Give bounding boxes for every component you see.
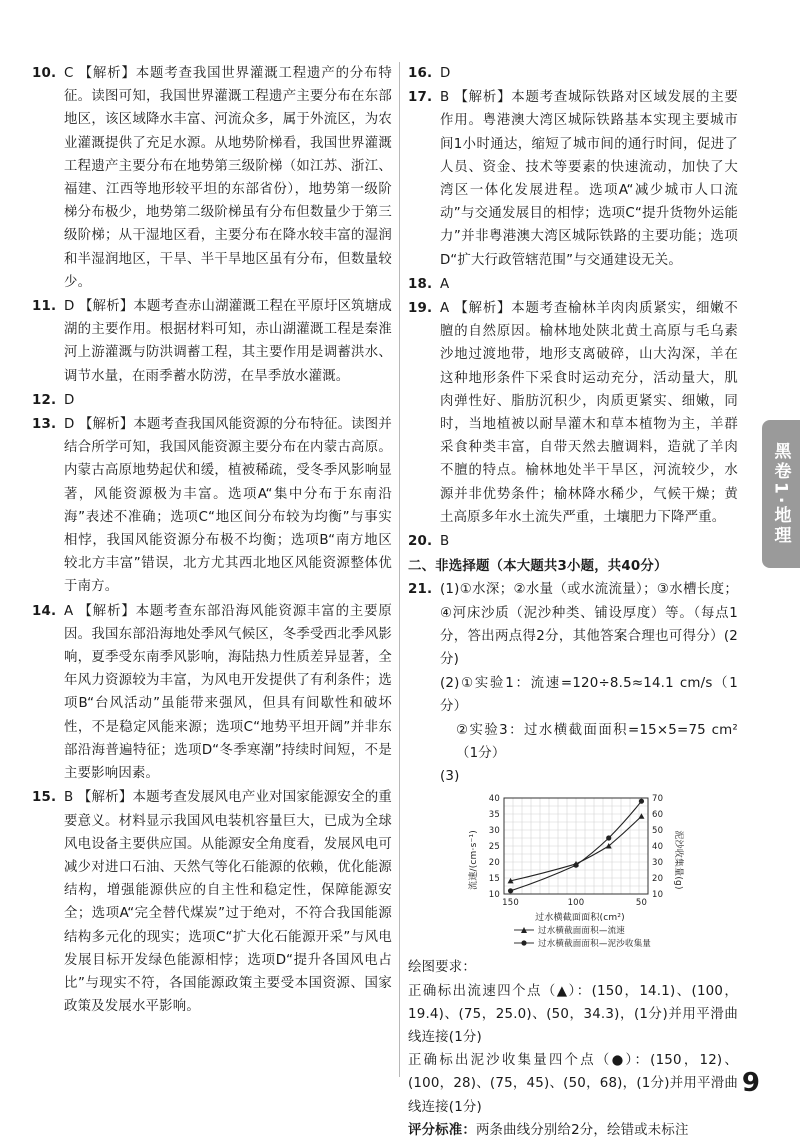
answer-item-17	[408, 86, 738, 272]
item-number: 19.	[408, 301, 433, 317]
chart-grid	[504, 798, 648, 894]
y-axis-label-left: 流速/(cm·s⁻¹)	[469, 830, 479, 891]
item-text: B 【解析】本题考查发展风电产业对国家能源安全的重要意义。材料显示我国风电装机容量巨大，已成为全球风电设备主要供应国。从能源安全角度看，发展风电可减少对进口石油、天然气等化石能源的依赖，优化能源结构，增强能源供应的自主性和稳定性，保障能源安全；选项A“完全替代煤炭”过于绝对，不符合我国能源结构多元化的现实；选项C“扩大化石能源开采”与风电发展目标开发绿色能源相悖；选项D“提升各国风电占比”与现实不符，各国能源政策主要受本国资源、国家政策及发展水平影响。	[64, 790, 392, 1015]
y-tick-label-right: 10	[652, 890, 664, 901]
y-tick-label-right: 70	[652, 794, 664, 805]
answer-item-14	[32, 600, 392, 786]
q21-part3-label: (3)	[440, 769, 460, 785]
scoring-text: 两条曲线分别给2分，绘错或未标注	[475, 1122, 689, 1138]
scoring-standard	[408, 1119, 738, 1142]
drawing-requirements-title: 绘图要求：	[408, 960, 476, 976]
item-number: 11.	[32, 299, 57, 315]
item-number: 20.	[408, 534, 433, 550]
chart-svg	[462, 788, 692, 956]
item-text: C 【解析】本题考查我国世界灌溉工程遗产的分布特征。读图可知，我国世界灌溉工程遗产主要分布在东部地区，该区域降水丰富、河流众多，属于外流区，为农业灌溉提供了充足水源。从地势阶梯看，我国世界灌溉工程遗产主要分布在地势第三级阶梯（如江苏、浙江、福建、江西等地形较平坦的东部省份），地势第一级阶梯分布极少，地势第二级阶梯虽有分布但数量少于第三级阶梯；从干湿地区看，主要分布在降水较丰富的湿润和半湿润地区，干旱、半干旱地区虽有分布，但数量较少。	[64, 66, 392, 290]
q21-part2-b: ②实验3：过水横截面面积=15×5=75 cm²（1分）	[456, 722, 738, 761]
item-number: 15.	[32, 790, 57, 806]
y-tick-label-right: 50	[652, 826, 664, 837]
answer-item-12	[32, 389, 392, 412]
x-tick-label: 150	[502, 898, 519, 909]
left-column	[32, 62, 392, 1019]
item-text: B	[440, 534, 450, 550]
right-column	[408, 62, 738, 1142]
drawing-requirement-velocity: 正确标出流速四个点（▲）：(150，14.1)、(100，19.4)、(75，25.0)、(50，34.3)，(1分)并用平滑曲线连接(1分)	[408, 983, 738, 1045]
scoring-label: 评分标准：	[408, 1122, 476, 1138]
item-text: D	[440, 66, 451, 81]
x-tick-label: 100	[567, 898, 585, 909]
y-tick-label-left: 10	[488, 890, 500, 901]
item-text: D 【解析】本题考查赤山湖灌溉工程在平原圩区筑塘成湖的主要作用。根据材料可知，赤山湖灌溉工程是秦淮河上游灌溉与防洪调蓄工程，其主要作用是调蓄洪水、调节水量，在雨季蓄水防涝，在旱季放水灌溉。	[64, 299, 392, 384]
item-number: 12.	[32, 392, 57, 408]
y-tick-label-right: 40	[652, 842, 664, 853]
answer-item-19	[408, 297, 738, 529]
y-tick-label-right: 30	[652, 858, 664, 869]
answer-item-18	[408, 273, 738, 296]
item-text: A 【解析】本题考查榆林羊肉肉质紧实，细嫩不膻的自然原因。榆林地处陕北黄土高原与毛乌素沙地过渡地带，地形支离破碎，山大沟深，羊在这种地形条件下采食时运动充分，活动量大，肌肉弹性好、脂肪沉积少，肉质更紧实、细嫩，同时，当地植被以耐旱灌木和草本植物为主，羊群采食种类丰富，自带天然去膻调料，造就了羊肉不膻的特点。榆林地处半干旱区，河流较少，水源并非优势条件；榆林降水稀少，气候干燥；黄土高原多年水土流失严重，土壤肥力下降严重。	[440, 301, 738, 525]
item-number: 17.	[408, 90, 433, 106]
x-tick-label: 50	[635, 898, 648, 909]
sediment-point	[508, 888, 513, 893]
item-number: 13.	[32, 417, 57, 433]
answer-item-15	[32, 786, 392, 1018]
item-number: 18.	[408, 276, 433, 292]
item-text: A	[440, 276, 450, 292]
y-tick-label-left: 15	[488, 874, 500, 885]
legend	[514, 925, 651, 949]
y-tick-label-left: 35	[488, 810, 500, 821]
sediment-point	[639, 799, 644, 804]
column-divider	[399, 62, 400, 1077]
y-tick-label-right: 20	[652, 874, 664, 885]
item-text: A 【解析】本题考查东部沿海风能资源丰富的主要原因。我国东部沿海地处季风气候区，冬季受西北季风影响，夏季受东南季风影响，海陆热力性质差异显著，全年风力资源较为丰富，为风电开发提供了有利条件；选项B“台风活动”虽能带来强风，但具有间歇性和破坏性，不是稳定风能来源；选项C“地势平坦开阔”并非东部沿海普遍特征；选项D“冬季寒潮”持续时间短，不是主要影响因素。	[64, 603, 392, 782]
item-number: 14.	[32, 603, 57, 619]
y-tick-label-left: 40	[488, 794, 500, 805]
x-axis-label: 过水横截面面积(cm²)	[535, 913, 625, 924]
answer-item-10	[32, 62, 392, 294]
sediment-point	[573, 863, 578, 868]
item-number: 16.	[408, 66, 433, 81]
circle-marker-icon	[521, 941, 526, 946]
answer-item-16	[408, 62, 738, 85]
item-number: 21.	[408, 582, 433, 598]
answer-item-20	[408, 530, 738, 553]
q21-part1: (1)①水深；②水量（或水流流量）；③水槽长度；④河床沙质（泥沙种类、铺设厚度）等。（每点1分，答出两点得2分，其他答案合理也可得分）(2分)	[440, 582, 738, 668]
answer-item-11	[32, 295, 392, 388]
drawing-requirement-sediment: 正确标出泥沙收集量四个点（●）：(150，12)、(100，28)、(75，45)、(50，68)，(1分)并用平滑曲线连接(1分)	[408, 1053, 738, 1115]
flow-sediment-chart	[462, 788, 738, 956]
item-text: B 【解析】本题考查城际铁路对区域发展的主要作用。粤港澳大湾区城际铁路基本实现主要城市间1小时通达，缩短了城市间的通行时间，促进了人员、资金、技术等要素的快速流动，加快了大湾区一体化发展进程。选项A“减少城市人口流动”与交通发展目的相悖；选项C“提升货物外运能力”并非粤港澳大湾区城际铁路的主要功能；选项D“扩大行政管辖范围”与交通建设无关。	[440, 90, 738, 268]
page-number: 9	[741, 1068, 760, 1098]
answer-item-13	[32, 413, 392, 599]
section-title: 二、非选择题（本大题共3小题，共40分）	[408, 559, 668, 575]
item-text: D 【解析】本题考查我国风能资源的分布特征。读图并结合所学可知，我国风能资源主要分布在内蒙古高原。内蒙古高原地势起伏和缓，植被稀疏，受冬季风影响显著，风能资源极为丰富。选项A“集中分布于东南沿海”表述不准确；选项C“地区间分布较为均衡”与事实相悖，我国风能资源分布极不均衡；选项B“南方地区较北方丰富”错误，北方尤其西北地区风能资源整体优于南方。	[64, 417, 392, 595]
legend-entry-velocity: 过水横截面面积—流速	[538, 926, 626, 937]
answer-item-21	[408, 578, 738, 671]
sediment-point	[606, 836, 611, 841]
y-tick-label-left: 25	[488, 842, 500, 853]
item-text: D	[64, 392, 75, 408]
q21-part2-a: (2)①实验1：流速=120÷8.5≈14.1 cm/s（1分）	[440, 676, 738, 715]
y-tick-label-right: 60	[652, 810, 664, 821]
y-axis-label-right: 泥沙收集量(g)	[673, 830, 683, 890]
side-tab: 黑卷1·地理	[762, 420, 800, 568]
item-number: 10.	[32, 66, 57, 81]
legend-entry-sediment: 过水横截面面积—泥沙收集量	[538, 939, 652, 950]
y-tick-label-left: 20	[488, 858, 500, 869]
y-tick-label-left: 30	[488, 826, 500, 837]
